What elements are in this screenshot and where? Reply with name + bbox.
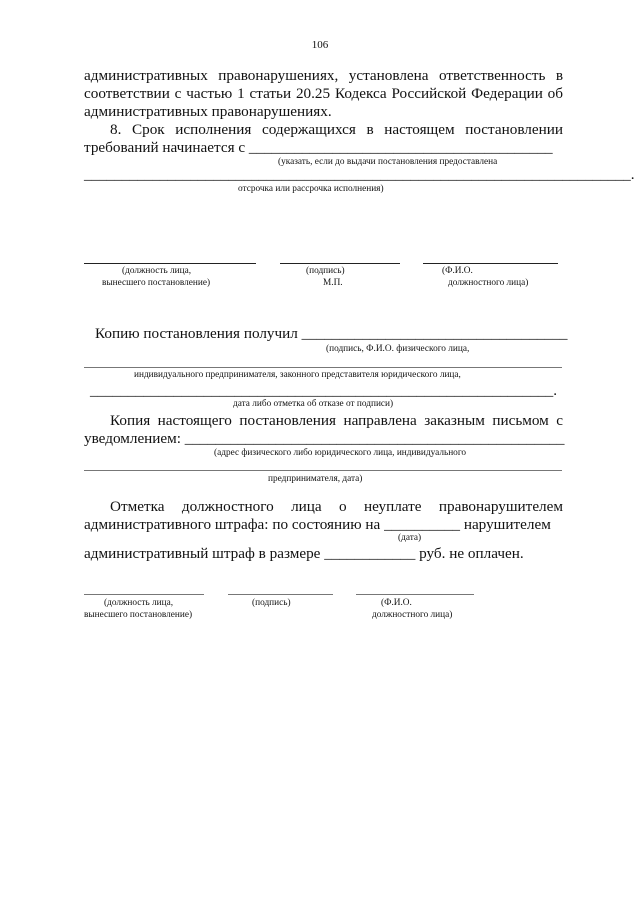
fine-note-line: административного штрафа: по состоянию на __________ нарушителем: [84, 516, 551, 533]
copy-received-line: Копию постановления получил ___________________________________: [95, 325, 568, 342]
name-signature-line: [356, 594, 474, 595]
address-field-line: [84, 470, 562, 471]
item-8-line: 8. Срок исполнения содержащихся в настоящем постановлении: [110, 121, 563, 138]
position-label: вынесшего постановление): [84, 610, 193, 620]
position-label: (должность лица,: [122, 266, 192, 276]
paragraph-line: административных правонарушениях, установлена ответственность в: [84, 67, 563, 84]
deferral-hint: отсрочка или рассрочка исполнения): [238, 184, 384, 194]
paragraph-line: соответствии с частью 1 статьи 20.25 Кодекса Российской Федерации об: [84, 85, 563, 102]
name-label: должностного лица): [448, 278, 529, 288]
sign-signature-line: [280, 263, 400, 264]
paragraph-line: административных правонарушениях.: [84, 103, 332, 120]
name-label: (Ф.И.О.: [381, 598, 412, 608]
fine-note-line: Отметка должностного лица о неуплате правонарушителем: [110, 498, 563, 515]
item-8-line: требований начинается с ________________________________________: [84, 139, 553, 156]
name-signature-line: [423, 263, 558, 264]
position-signature-line: [84, 594, 204, 595]
copy-sent-line: Копия настоящего постановления направлена заказным письмом с: [110, 412, 563, 429]
name-label: должностного лица): [372, 610, 453, 620]
position-label: вынесшего постановление): [102, 278, 211, 288]
deferral-field-line: ________________________________________________________________________.: [84, 166, 635, 183]
copy-received-hint: дата либо отметка об отказе от подписи): [233, 399, 394, 409]
copy-received-hint: индивидуального предпринимателя, законного представителя юридического лица,: [134, 370, 461, 380]
fine-note-line: административный штраф в размере ____________ руб. не оплачен.: [84, 545, 524, 562]
date-label: (дата): [398, 533, 422, 543]
name-label: (Ф.И.О.: [442, 266, 473, 276]
address-hint: предпринимателя, дата): [268, 474, 363, 484]
copy-received-field-line: _____________________________________________________________.: [90, 382, 558, 399]
signature-label: (подпись): [252, 598, 291, 608]
page-number: 106: [311, 39, 329, 51]
stamp-label: М.П.: [323, 278, 343, 288]
copy-sent-line: уведомлением: __________________________________________________: [84, 430, 565, 447]
position-signature-line: [84, 263, 256, 264]
position-label: (должность лица,: [104, 598, 174, 608]
signature-label: (подпись): [306, 266, 345, 276]
sign-signature-line: [228, 594, 333, 595]
address-hint: (адрес физического либо юридического лица, индивидуального: [214, 448, 467, 458]
copy-received-hint: (подпись, Ф.И.О. физического лица,: [326, 344, 470, 354]
deferral-hint: (указать, если до выдачи постановления предоставлена: [278, 157, 498, 167]
copy-received-field-line: [84, 367, 562, 368]
